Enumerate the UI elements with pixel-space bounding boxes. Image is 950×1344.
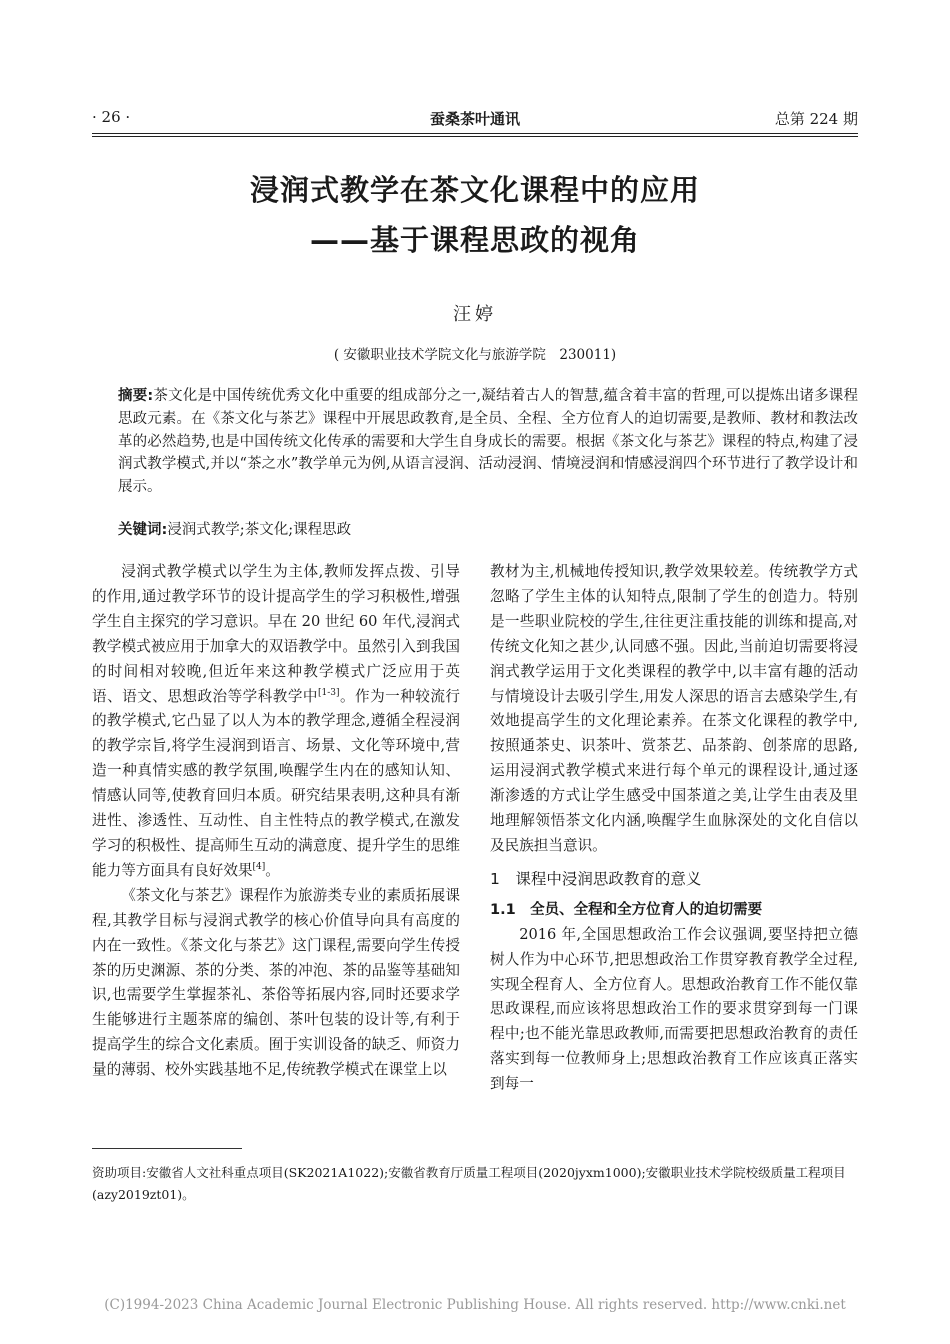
funding-footnote: 资助项目:安徽省人文社科重点项目(SK2021A1022);安徽省教育厅质量工程项目(2020jyxm1000);安徽职业技术学院校级质量工程项目(azy2019zt01)。 [92,1165,846,1202]
citation-1-3: [1-3] [317,687,340,698]
footnote-rule [92,1148,242,1149]
issue-number: 总第 224 期 [774,110,858,128]
right-column [490,560,858,1097]
running-header [92,108,858,132]
section-heading-1: 1 课程中浸润思政教育的意义 [490,869,702,888]
journal-name: 蚕桑茶叶通讯 [429,110,520,128]
right-paragraph-1: 教材为主,机械地传授知识,教学效果较差。传统教学方式忽略了学生主体的认知特点,限制了学生的创造力。特别是一些职业院校的学生,往往更注重技能的训练和提高,对传统文化知之甚少,认同感不强。因此,当前迫切需要将浸润式教学运用于文化类课程的教学中,以丰富有趣的活动与情境设计去吸引学生,用发人深思的语言去感染学生,有效地提高学生的文化理论素养。在茶文化课程的教学中,按照通茶史、识茶叶、赏茶艺、品茶韵、创茶席的思路,运用浸润式教学模式来进行每个单元的课程设计,通过逐渐渗透的方式让学生感受中国茶道之美,让学生由表及里地理解领悟茶文化内涵,唤醒学生血脉深处的文化自信以及民族担当意识。 [490,563,858,854]
left-p1-a: 浸润式教学模式以学生为主体,教师发挥点拨、引导的作用,通过教学环节的设计提高学生的学习积极性,增强学生自主探究的学习意识。早在 20 世纪 60 年代,浸润式教学模式被应用于加拿大的双语教学中。虽然引入到我国的时间相对较晚,但近年来这种教学模式广泛应用于英语、语文、思想政治等学科教学中 [92,563,460,705]
abstract-text: 茶文化是中国传统优秀文化中重要的组成部分之一,凝结着古人的智慧,蕴含着丰富的哲理,可以提炼出诸多课程思政元素。在《茶文化与茶艺》课程中开展思政教育,是全员、全程、全方位育人的迫切需要,是教师、教材和教法改革的必然趋势,也是中国传统文化传承的需要和大学生自身成长的需要。根据《茶文化与茶艺》课程的特点,构建了浸润式教学模式,并以“茶之水”教学单元为例,从语言浸润、活动浸润、情境浸润和情感浸润四个环节进行了教学设计和展示。 [118,388,858,496]
left-column [92,560,460,1083]
author-name: 汪婷 [453,304,497,325]
header-rule [92,133,858,134]
left-p1-c: 。 [265,861,280,879]
title-line-2: ——基于课程思政的视角 [309,223,640,257]
abstract-label: 摘要: [118,388,154,404]
copyright-watermark: (C)1994-2023 China Academic Journal Electronic Publishing House. All rights reserved. http://www.cnki.net [104,1297,846,1313]
page-number: · 26 · [92,108,131,126]
left-paragraph-2: 《茶文化与茶艺》课程作为旅游类专业的素质拓展课程,其教学目标与浸润式教学的核心价值导向具有高度的内在一致性。《茶文化与茶艺》这门课程,需要向学生传授茶的历史渊源、茶的分类、茶的冲泡、茶的品鉴等基础知识,也需要学生掌握茶礼、茶俗等拓展内容,同时还要求学生能够进行主题茶席的编创、茶叶包装的设计等,有利于提高学生的综合文化素质。囿于实训设备的缺乏、师资力量的薄弱、校外实践基地不足,传统教学模式在课堂上以 [92,886,460,1079]
right-paragraph-2: 2016 年,全国思想政治工作会议强调,要坚持把立德树人作为中心环节,把思想政治工作贯穿教育教学全过程,实现全程育人、全方位育人。思想政治教育工作不能仅靠思政课程,而应该将思想政治工作的要求贯穿到每一门课程中;也不能光靠思政教师,而需要把思想政治教育的责任落实到每一位教师身上;思想政治教育工作应该真正落实到每一 [490,925,858,1093]
keywords-text: 浸润式教学;茶文化;课程思政 [167,522,352,538]
keywords [118,518,858,539]
title-line-1: 浸润式教学在茶文化课程中的应用 [249,173,700,207]
left-paragraph-1 [92,560,460,884]
abstract [118,385,858,499]
affiliation: ( 安徽职业技术学院文化与旅游学院 230011) [333,347,617,363]
left-p1-b: 。作为一种较流行的教学模式,它凸显了以人为本的教学理念,遵循全程浸润的教学宗旨,将学生浸润到语言、场景、文化等环境中,营造一种真情实感的教学氛围,唤醒学生内在的感知认知、情感认同等,使教育回归本质。研究结果表明,这种具有渐进性、渗透性、互动性、自主性特点的教学模式,在激发学习的积极性、提高师生互动的满意度、提升学生的思维能力等方面具有良好效果 [92,687,460,879]
section-heading-1-1: 1.1 全员、全程和全方位育人的迫切需要 [490,901,763,918]
header-rule-2 [92,136,858,137]
citation-4: [4] [252,862,266,873]
keywords-label: 关键词: [118,522,168,538]
